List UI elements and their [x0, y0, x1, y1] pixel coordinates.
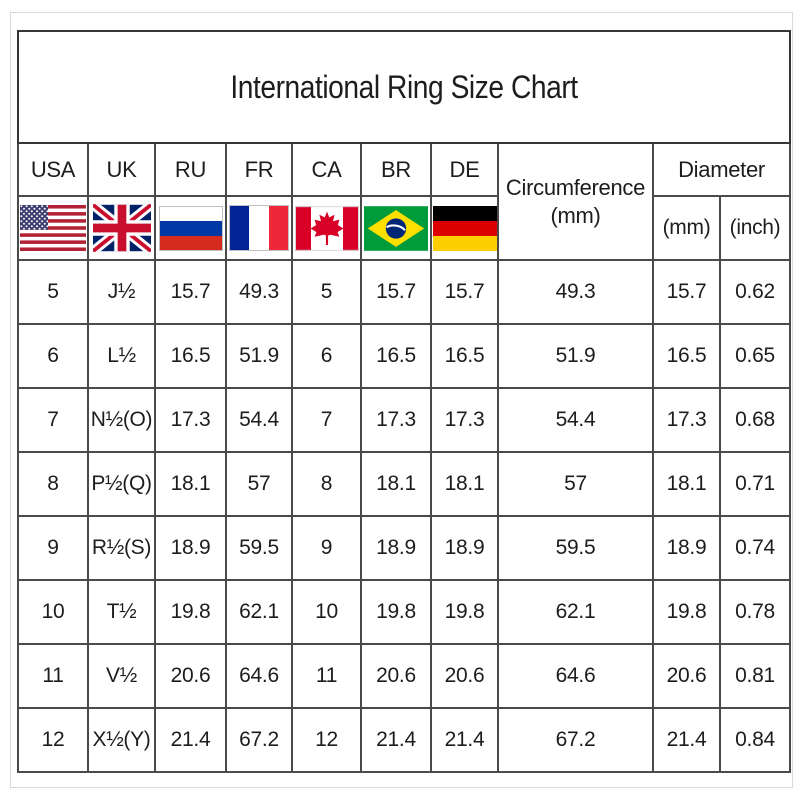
- cell-r6-c7: 64.6: [498, 644, 653, 708]
- table-body: [18, 260, 790, 772]
- cell-r1-c1: L½: [88, 324, 155, 388]
- brazil-flag-icon: [364, 206, 428, 251]
- flag-cell-usa: [18, 196, 88, 260]
- cell-r1-c3: 51.9: [226, 324, 292, 388]
- table-row: [18, 388, 790, 452]
- cell-r4-c1: R½(S): [88, 516, 155, 580]
- cell-r6-c9: 0.81: [720, 644, 790, 708]
- cell-r5-c6: 19.8: [431, 580, 498, 644]
- cell-r1-c7: 51.9: [498, 324, 653, 388]
- flag-cell-france: [226, 196, 292, 260]
- cell-r0-c7: 49.3: [498, 260, 653, 324]
- russia-flag-icon: [159, 206, 223, 251]
- cell-r5-c7: 62.1: [498, 580, 653, 644]
- cell-r5-c5: 19.8: [361, 580, 431, 644]
- col-header-fr: FR: [226, 143, 292, 196]
- cell-r0-c8: 15.7: [653, 260, 720, 324]
- cell-r7-c1: X½(Y): [88, 708, 155, 772]
- col-header-usa: USA: [18, 143, 88, 196]
- cell-r6-c4: 11: [292, 644, 361, 708]
- title-row: [18, 31, 790, 143]
- cell-r3-c2: 18.1: [155, 452, 226, 516]
- cell-r2-c4: 7: [292, 388, 361, 452]
- cell-r1-c5: 16.5: [361, 324, 431, 388]
- cell-r0-c3: 49.3: [226, 260, 292, 324]
- cell-r6-c5: 20.6: [361, 644, 431, 708]
- cell-r1-c8: 16.5: [653, 324, 720, 388]
- usa-flag-icon: [20, 205, 86, 251]
- table-row: [18, 324, 790, 388]
- flag-cell-uk: [88, 196, 155, 260]
- cell-r5-c0: 10: [18, 580, 88, 644]
- cell-r4-c7: 59.5: [498, 516, 653, 580]
- cell-r6-c6: 20.6: [431, 644, 498, 708]
- cell-r5-c3: 62.1: [226, 580, 292, 644]
- cell-r2-c8: 17.3: [653, 388, 720, 452]
- cell-r7-c0: 12: [18, 708, 88, 772]
- table-row: [18, 260, 790, 324]
- circumference-unit: (mm): [550, 202, 601, 228]
- table-row: [18, 516, 790, 580]
- cell-r2-c2: 17.3: [155, 388, 226, 452]
- col-header-ru: RU: [155, 143, 226, 196]
- col-header-uk: UK: [88, 143, 155, 196]
- cell-r2-c6: 17.3: [431, 388, 498, 452]
- cell-r7-c5: 21.4: [361, 708, 431, 772]
- cell-r3-c7: 57: [498, 452, 653, 516]
- cell-r4-c2: 18.9: [155, 516, 226, 580]
- cell-r1-c4: 6: [292, 324, 361, 388]
- cell-r6-c1: V½: [88, 644, 155, 708]
- page-title-cell: [18, 31, 790, 143]
- cell-r6-c3: 64.6: [226, 644, 292, 708]
- cell-r2-c0: 7: [18, 388, 88, 452]
- flag-cell-germany: [431, 196, 498, 260]
- france-flag-icon: [229, 205, 289, 251]
- cell-r3-c4: 8: [292, 452, 361, 516]
- flag-row: [18, 196, 790, 260]
- cell-r3-c5: 18.1: [361, 452, 431, 516]
- cell-r7-c7: 67.2: [498, 708, 653, 772]
- cell-r1-c9: 0.65: [720, 324, 790, 388]
- cell-r4-c5: 18.9: [361, 516, 431, 580]
- cell-r5-c2: 19.8: [155, 580, 226, 644]
- cell-r3-c3: 57: [226, 452, 292, 516]
- flag-cell-canada: [292, 196, 361, 260]
- cell-r4-c0: 9: [18, 516, 88, 580]
- cell-r7-c6: 21.4: [431, 708, 498, 772]
- cell-r0-c9: 0.62: [720, 260, 790, 324]
- flag-cell-brazil: [361, 196, 431, 260]
- cell-r4-c6: 18.9: [431, 516, 498, 580]
- cell-r6-c8: 20.6: [653, 644, 720, 708]
- cell-r7-c2: 21.4: [155, 708, 226, 772]
- table-row: [18, 580, 790, 644]
- cell-r4-c8: 18.9: [653, 516, 720, 580]
- cell-r3-c9: 0.71: [720, 452, 790, 516]
- header-row: [18, 143, 790, 196]
- cell-r5-c1: T½: [88, 580, 155, 644]
- canada-flag-icon: [295, 206, 359, 251]
- cell-r3-c8: 18.1: [653, 452, 720, 516]
- cell-r6-c0: 11: [18, 644, 88, 708]
- table-row: [18, 708, 790, 772]
- cell-r5-c4: 10: [292, 580, 361, 644]
- cell-r0-c2: 15.7: [155, 260, 226, 324]
- cell-r0-c4: 5: [292, 260, 361, 324]
- cell-r1-c6: 16.5: [431, 324, 498, 388]
- col-header-diameter: Diameter: [653, 143, 790, 196]
- table-row: [18, 452, 790, 516]
- cell-r2-c1: N½(O): [88, 388, 155, 452]
- cell-r0-c5: 15.7: [361, 260, 431, 324]
- cell-r7-c4: 12: [292, 708, 361, 772]
- cell-r0-c6: 15.7: [431, 260, 498, 324]
- cell-r3-c1: P½(Q): [88, 452, 155, 516]
- ring-size-chart-table: [17, 30, 791, 773]
- circumference-label: Circumference: [505, 175, 646, 200]
- cell-r2-c5: 17.3: [361, 388, 431, 452]
- col-header-circumference: [498, 143, 653, 260]
- cell-r5-c8: 19.8: [653, 580, 720, 644]
- flag-cell-russia: [155, 196, 226, 260]
- col-header-br: BR: [361, 143, 431, 196]
- cell-r4-c3: 59.5: [226, 516, 292, 580]
- col-header-de: DE: [431, 143, 498, 196]
- cell-r3-c6: 18.1: [431, 452, 498, 516]
- cell-r2-c3: 54.4: [226, 388, 292, 452]
- cell-r7-c9: 0.84: [720, 708, 790, 772]
- col-header-diameter-inch: (inch): [720, 196, 790, 260]
- cell-r6-c2: 20.6: [155, 644, 226, 708]
- cell-r1-c0: 6: [18, 324, 88, 388]
- cell-r7-c8: 21.4: [653, 708, 720, 772]
- page-title: International Ring Size Chart: [230, 68, 578, 105]
- col-header-ca: CA: [292, 143, 361, 196]
- cell-r1-c2: 16.5: [155, 324, 226, 388]
- col-header-diameter-mm: (mm): [653, 196, 720, 260]
- cell-r2-c7: 54.4: [498, 388, 653, 452]
- cell-r7-c3: 67.2: [226, 708, 292, 772]
- table-row: [18, 644, 790, 708]
- cell-r4-c9: 0.74: [720, 516, 790, 580]
- cell-r0-c0: 5: [18, 260, 88, 324]
- cell-r2-c9: 0.68: [720, 388, 790, 452]
- germany-flag-icon: [433, 206, 497, 251]
- cell-r4-c4: 9: [292, 516, 361, 580]
- uk-flag-icon: [93, 204, 151, 252]
- cell-r3-c0: 8: [18, 452, 88, 516]
- cell-r5-c9: 0.78: [720, 580, 790, 644]
- cell-r0-c1: J½: [88, 260, 155, 324]
